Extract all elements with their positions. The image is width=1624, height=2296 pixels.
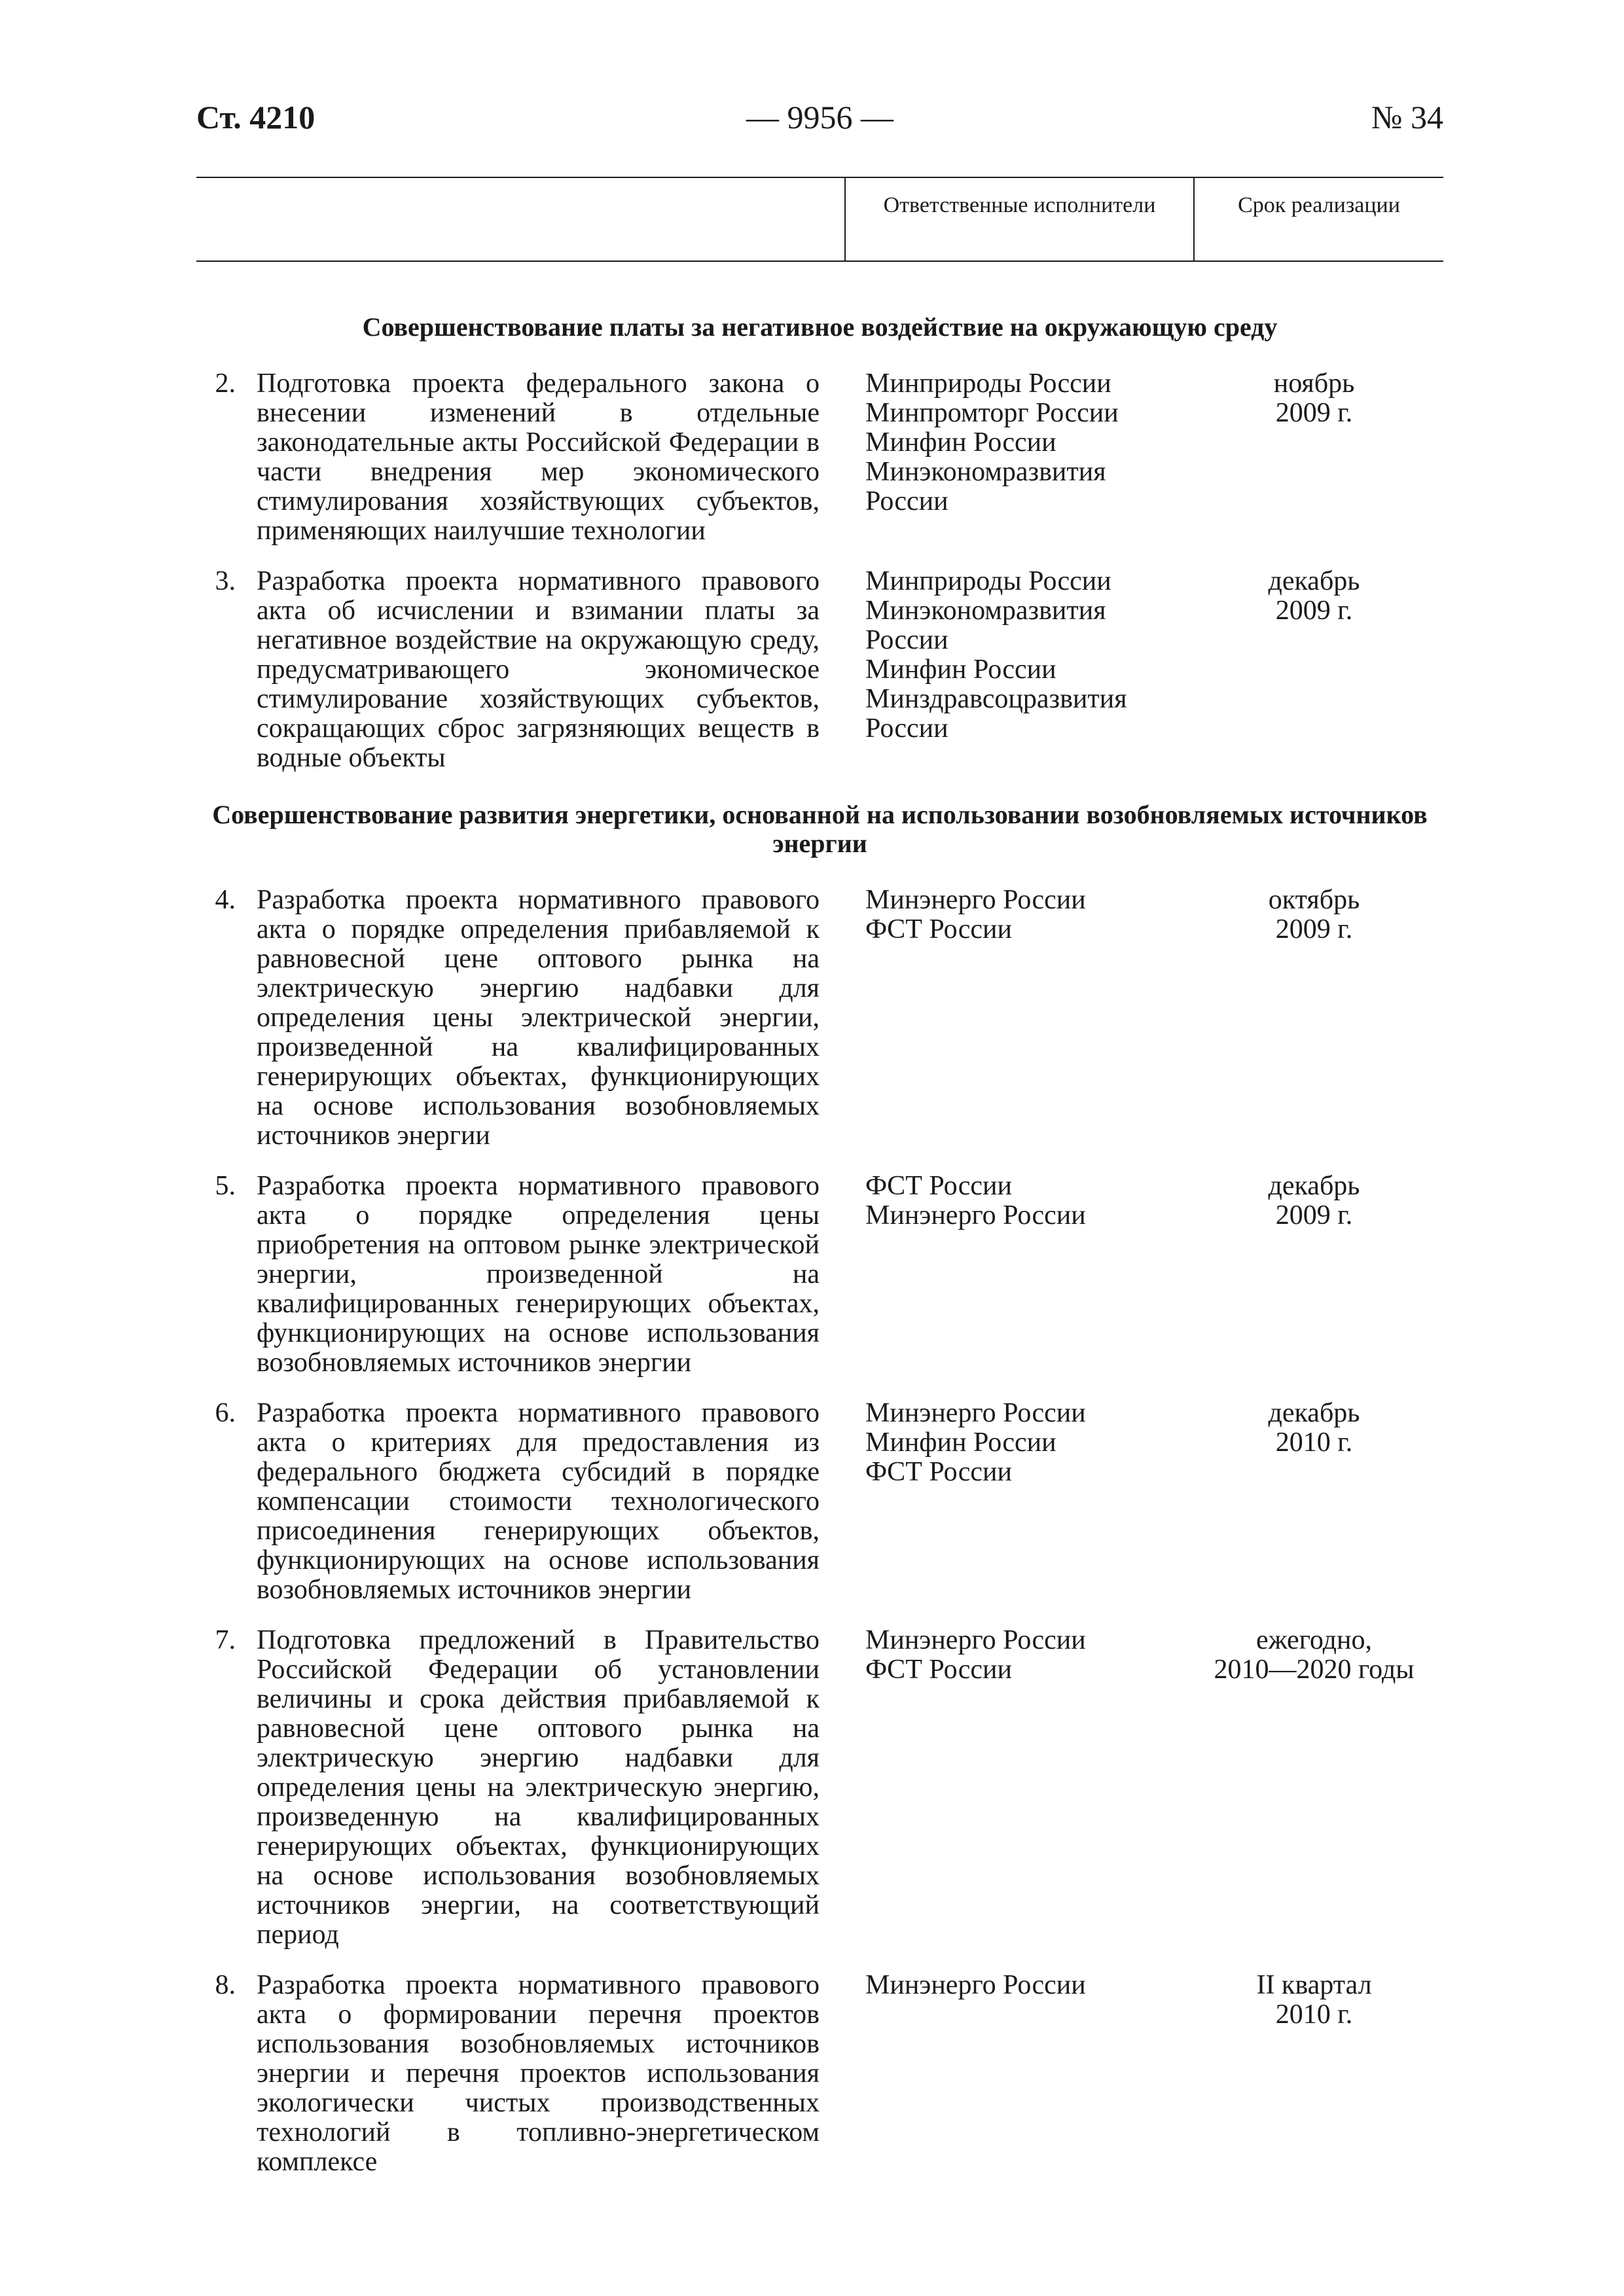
row-term: II квартал 2010 г.: [1256, 1970, 1372, 2030]
table-row: [196, 1172, 1443, 1378]
document-page: [196, 98, 1443, 2177]
row-number: 5.: [215, 1171, 236, 1201]
section-title: Совершенствование развития энергетики, основанной на использовании возобновляемых источников энергии: [212, 800, 1428, 858]
issue-number: № 34: [1371, 99, 1443, 135]
row-description: Разработка проекта нормативного правового акта об исчислении и взимании платы за негативное воздействие на окружающую среду, предусматривающего экономическое стимулирование хозяйствующих субъектов, сокращающих сброс загрязняющих веществ в водные объекты: [257, 566, 820, 773]
row-number: 8.: [215, 1970, 236, 2000]
row-responsible: Минприроды России Минпромторг России Минфин России Минэкономразвития России: [865, 368, 1119, 516]
column-header-term: Срок реализации: [1238, 193, 1400, 217]
row-term: ноябрь 2009 г.: [1273, 368, 1355, 428]
row-number: 2.: [215, 368, 236, 399]
article-number: Ст. 4210: [196, 99, 316, 135]
table-row: [196, 369, 1443, 546]
row-description: Подготовка предложений в Правительство Российской Федерации об установлении величины и срока действия прибавляемой к равновесной цене оптового рынка на электрическую энергию надбавки для определения цены на электрическую энергию, произведенную на квалифицированных генерирующих объектах, функционирующих на основе использования возобновляемых источников энергии, на соответствующий период: [257, 1625, 820, 1950]
row-term: декабрь 2010 г.: [1268, 1398, 1360, 1458]
row-description: Разработка проекта нормативного правового акта о порядке определения цены приобретения на оптовом рынке электрической энергии, произведенной на квалифицированных генерирующих объектах, функционирующих на основе использования возобновляемых источников энергии: [257, 1171, 820, 1378]
table-row: [196, 567, 1443, 773]
row-responsible: Минэнерго России ФСТ России: [865, 1625, 1086, 1685]
row-term: декабрь 2009 г.: [1268, 1171, 1360, 1230]
row-number: 6.: [215, 1398, 236, 1428]
table-row: [196, 1399, 1443, 1605]
table-column-header: [196, 177, 1443, 262]
table-row: [196, 1626, 1443, 1950]
row-number: 4.: [215, 885, 236, 915]
section-title: Совершенствование платы за негативное воздействие на окружающую среду: [362, 312, 1278, 342]
row-description: Подготовка проекта федерального закона о внесении изменений в отдельные законодательные акты Российской Федерации в части внедрения мер экономического стимулирования хозяйствующих субъектов, применяющих наилучшие технологии: [257, 368, 820, 546]
row-responsible: Минэнерго России ФСТ России: [865, 885, 1086, 944]
row-responsible: ФСТ России Минэнерго России: [865, 1171, 1086, 1230]
row-description: Разработка проекта нормативного правового акта о формировании перечня проектов использования возобновляемых источников энергии и перечня проектов использования экологически чистых производственных технологий в топливно-энергетическом комплексе: [257, 1970, 820, 2177]
row-number: 7.: [215, 1625, 236, 1655]
row-description: Разработка проекта нормативного правового акта о критериях для предоставления из федерального бюджета субсидий в порядке компенсации стоимости технологического присоединения генерирующих объектов, функционирующих на основе использования возобновляемых источников энергии: [257, 1398, 820, 1605]
row-responsible: Минприроды России Минэкономразвития России Минфин России Минздравсоцразвития России: [865, 566, 1127, 744]
running-head: [196, 98, 1443, 157]
row-responsible: Минэнерго России Минфин России ФСТ России: [865, 1398, 1086, 1487]
table-row: [196, 1971, 1443, 2177]
column-header-measure: [196, 178, 844, 260]
row-responsible: Минэнерго России: [865, 1970, 1086, 2000]
row-term: ежегодно, 2010—2020 годы: [1214, 1625, 1415, 1685]
table-row: [196, 886, 1443, 1151]
row-description: Разработка проекта нормативного правового акта о порядке определения прибавляемой к равновесной цене оптового рынка на электрическую энергию надбавки для определения цены электрической энергии, произведенной на квалифицированных генерирующих объектах, функционирующих на основе использования возобновляемых источников энергии: [257, 885, 820, 1151]
row-number: 3.: [215, 566, 236, 596]
row-term: декабрь 2009 г.: [1268, 566, 1360, 626]
row-term: октябрь 2009 г.: [1268, 885, 1360, 944]
page-number: — 9956 —: [746, 99, 893, 135]
column-header-responsible: Ответственные исполнители: [844, 178, 1195, 260]
